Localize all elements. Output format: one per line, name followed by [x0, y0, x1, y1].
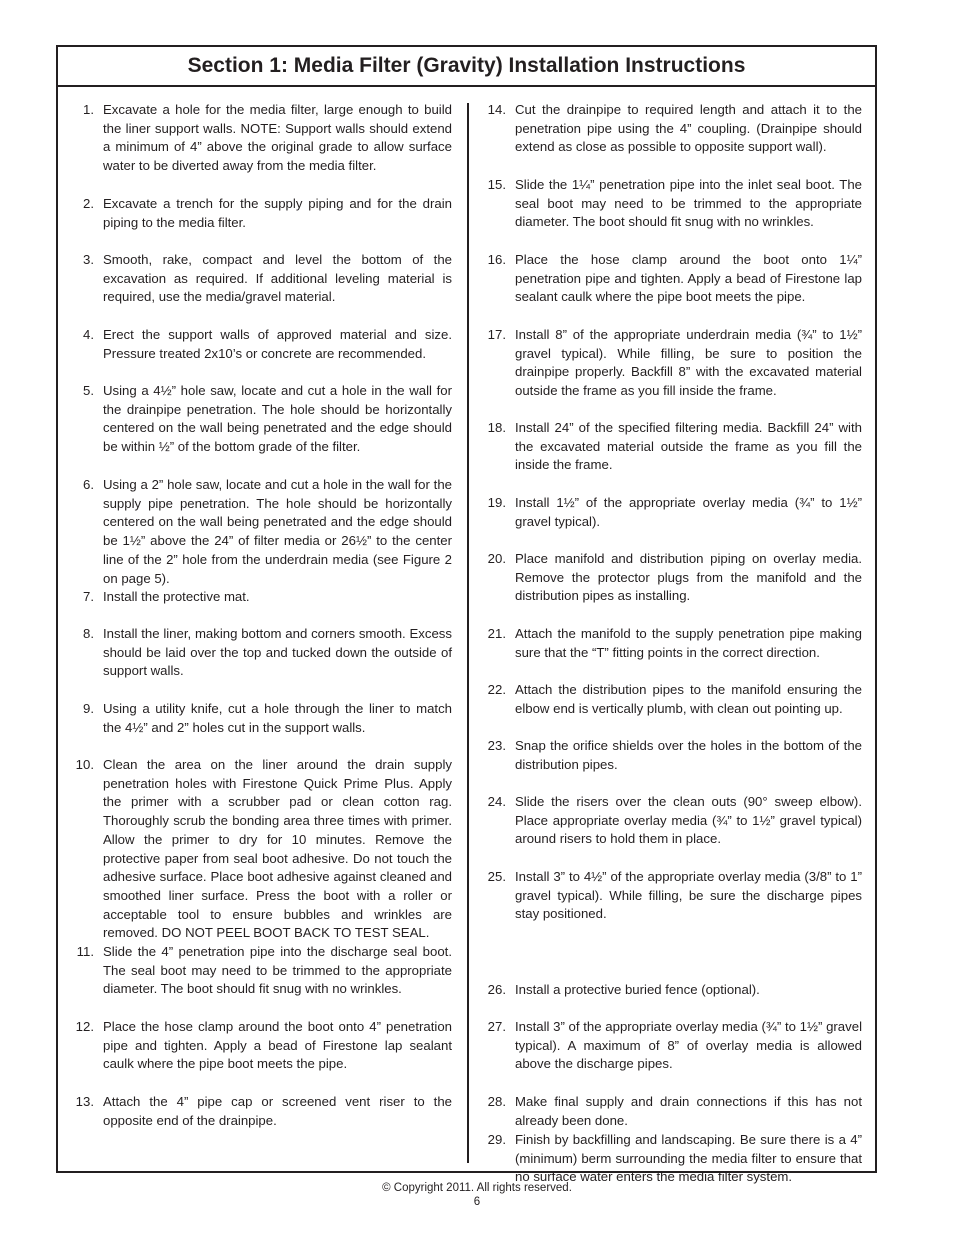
step-number: 3. [83, 252, 94, 267]
step-item [478, 251, 862, 307]
step-number: 26. [487, 982, 506, 997]
step-number: 12. [75, 1019, 94, 1034]
step-text: Place the hose clamp around the boot onto 1¼” penetration pipe and tighten. Apply a bead of Firestone lap sealant caulk where the pipe boot meets the pipe. [515, 252, 862, 305]
step-text: Using a 4½” hole saw, locate and cut a hole in the wall for the drainpipe penetration. The hole should be horizontally centered on the wall being penetrated and the edge should be within ½” of the bottom grade of the filter. [103, 383, 452, 455]
step-text: Install the protective mat. [103, 589, 250, 604]
step-text: Clean the area on the liner around the drain supply penetration holes with Firestone Quick Prime Plus. Apply the primer with a scrubber pad or clean cotton rag. Thoroughly scrub the bonding area three times with primer. Allow the primer to dry for 10 minutes. Remove the protective paper from seal boot adhesive. Do not touch the adhesive surface. Place boot adhesive against cleaned and smoothed liner surface. Press the boot with a roller or acceptable tool to ensure bubbles and wrinkles are removed. DO NOT PEEL BOOT BACK TO TEST SEAL. [103, 757, 452, 941]
step-number: 13. [75, 1094, 94, 1109]
step-text: Snap the orifice shields over the holes in the bottom of the distribution pipes. [515, 738, 862, 772]
step-item [478, 1018, 862, 1074]
step-number: 18. [487, 420, 506, 435]
step-number: 11. [76, 944, 94, 959]
step-item [66, 625, 452, 681]
step-text: Make final supply and drain connections if this has not already been done. [515, 1094, 862, 1128]
step-number: 29. [487, 1132, 506, 1147]
step-number: 15. [487, 177, 506, 192]
step-text: Attach the 4” pipe cap or screened vent riser to the opposite end of the drainpipe. [103, 1094, 452, 1128]
step-item [478, 625, 862, 662]
step-text: Using a utility knife, cut a hole through the liner to match the 4½” and 2” holes cut in the support walls. [103, 701, 452, 735]
step-item [66, 101, 452, 176]
step-number: 4. [83, 327, 94, 342]
step-text: Place manifold and distribution piping on overlay media. Remove the protector plugs from the manifold and the distribution pipes as installing. [515, 551, 862, 604]
section-title: Section 1: Media Filter (Gravity) Installation Instructions [187, 54, 746, 77]
step-item [478, 550, 862, 606]
step-text: Excavate a trench for the supply piping and for the drain piping to the media filter. [103, 196, 452, 230]
step-number: 16. [487, 252, 506, 267]
step-text: Install a protective buried fence (optional). [515, 982, 760, 997]
step-item [66, 251, 452, 307]
step-number: 20. [487, 551, 506, 566]
step-item [66, 943, 452, 999]
step-item [478, 681, 862, 718]
step-text: Install 3” to 4½” of the appropriate overlay media (3/8” to 1” gravel typical). While filling, be sure the discharge pipes stay positioned. [515, 869, 862, 922]
step-item [478, 1131, 862, 1187]
step-text: Smooth, rake, compact and level the bottom of the excavation as required. If additional leveling material is required, use the media/gravel material. [103, 252, 452, 305]
step-item [66, 588, 452, 607]
step-item [66, 1018, 452, 1074]
step-item [66, 1093, 452, 1130]
step-item [66, 195, 452, 232]
step-number: 22. [487, 682, 506, 697]
step-item [66, 476, 452, 588]
step-number: 27. [487, 1019, 506, 1034]
step-number: 24. [487, 794, 506, 809]
step-text: Slide the 1¼” penetration pipe into the inlet seal boot. The seal boot may need to be trimmed to the appropriate diameter. The boot should fit snug with no wrinkles. [515, 177, 862, 230]
step-number: 10. [75, 757, 94, 772]
step-number: 23. [487, 738, 506, 753]
step-item [478, 326, 862, 401]
section-header [58, 47, 875, 87]
step-text: Attach the distribution pipes to the manifold ensuring the elbow end is vertically plumb, with clean out pointing up. [515, 682, 862, 716]
step-text: Attach the manifold to the supply penetration pipe making sure that the “T” fitting points in the correct direction. [515, 626, 862, 660]
step-text: Place the hose clamp around the boot onto 4” penetration pipe and tighten. Apply a bead of Firestone lap sealant caulk where the pipe boot meets the pipe. [103, 1019, 452, 1072]
step-item [478, 176, 862, 232]
instructions-frame [56, 45, 877, 1185]
copyright-notice: © Copyright 2011. All rights reserved. [382, 1182, 572, 1194]
step-text: Cut the drainpipe to required length and attach it to the penetration pipe using the 4” coupling. (Drainpipe should extend as close as possible to opposite support wall). [515, 102, 862, 155]
step-text: Install 24” of the specified filtering media. Backfill 24” with the excavated material outside the frame as you fill the inside the frame. [515, 420, 862, 473]
step-number: 1. [83, 102, 94, 117]
step-text: Install the liner, making bottom and corners smooth. Excess should be laid over the top and tucked down the outside of support walls. [103, 626, 452, 679]
step-number: 8. [83, 626, 94, 641]
step-text: Slide the risers over the clean outs (90° sweep elbow). Place appropriate overlay media (¾” to 1½” gravel typical) around risers to hold them in place. [515, 794, 862, 847]
step-item [478, 494, 862, 531]
step-text: Install 8” of the appropriate underdrain media (¾” to 1½” gravel typical). While filling, be sure to position the drainpipe properly. Backfill 8” with the excavated material outside the frame as you fill inside the frame. [515, 327, 862, 399]
column-divider [467, 103, 469, 1163]
step-number: 14. [487, 102, 506, 117]
step-number: 21. [487, 626, 506, 641]
step-item [478, 981, 862, 1000]
step-text: Erect the support walls of approved material and size. Pressure treated 2x10’s or concrete are recommended. [103, 327, 452, 361]
step-number: 7. [83, 589, 94, 604]
step-item [478, 419, 862, 475]
step-number: 17. [487, 327, 506, 342]
step-item [66, 382, 452, 457]
step-item [478, 793, 862, 849]
step-item [66, 326, 452, 363]
step-item [66, 700, 452, 737]
step-text: Install 1½” of the appropriate overlay media (¾” to 1½” gravel typical). [515, 495, 862, 529]
step-item [478, 868, 862, 924]
step-text: Excavate a hole for the media filter, large enough to build the liner support walls. NOTE: Support walls should extend a minimum of 4” above the original grade to allow surface water to be diverted away from the media filter. [103, 102, 452, 174]
step-number: 25. [487, 869, 506, 884]
step-number: 9. [83, 701, 94, 716]
step-text: Install 3” of the appropriate overlay media (¾” to 1½” gravel typical). A maximum of 8” of overlay media is allowed above the discharge pipes. [515, 1019, 862, 1072]
step-number: 6. [83, 477, 94, 492]
step-item [478, 1093, 862, 1130]
step-text: Finish by backfilling and landscaping. Be sure there is a 4” (minimum) berm surrounding the media filter to ensure that no surface water enters the media filter system. [515, 1132, 862, 1185]
step-number: 5. [83, 383, 94, 398]
step-number: 2. [83, 196, 94, 211]
step-item [478, 101, 862, 157]
step-text: Using a 2” hole saw, locate and cut a hole in the wall for the supply pipe penetration. The hole should be horizontally centered on the wall being penetrated and the edge should be 1½” above the 24” of filter media or 26½” to the center line of the 2” hole from the underdrain media (see Figure 2 on page 5). [103, 477, 452, 586]
step-text: Slide the 4” penetration pipe into the discharge seal boot. The seal boot may need to be trimmed to the appropriate diameter. The boot should fit snug with no wrinkles. [103, 944, 452, 997]
step-number: 19. [487, 495, 506, 510]
page-number: 6 [473, 1196, 481, 1208]
step-number: 28. [487, 1094, 506, 1109]
step-item [478, 737, 862, 774]
step-item [66, 756, 452, 943]
